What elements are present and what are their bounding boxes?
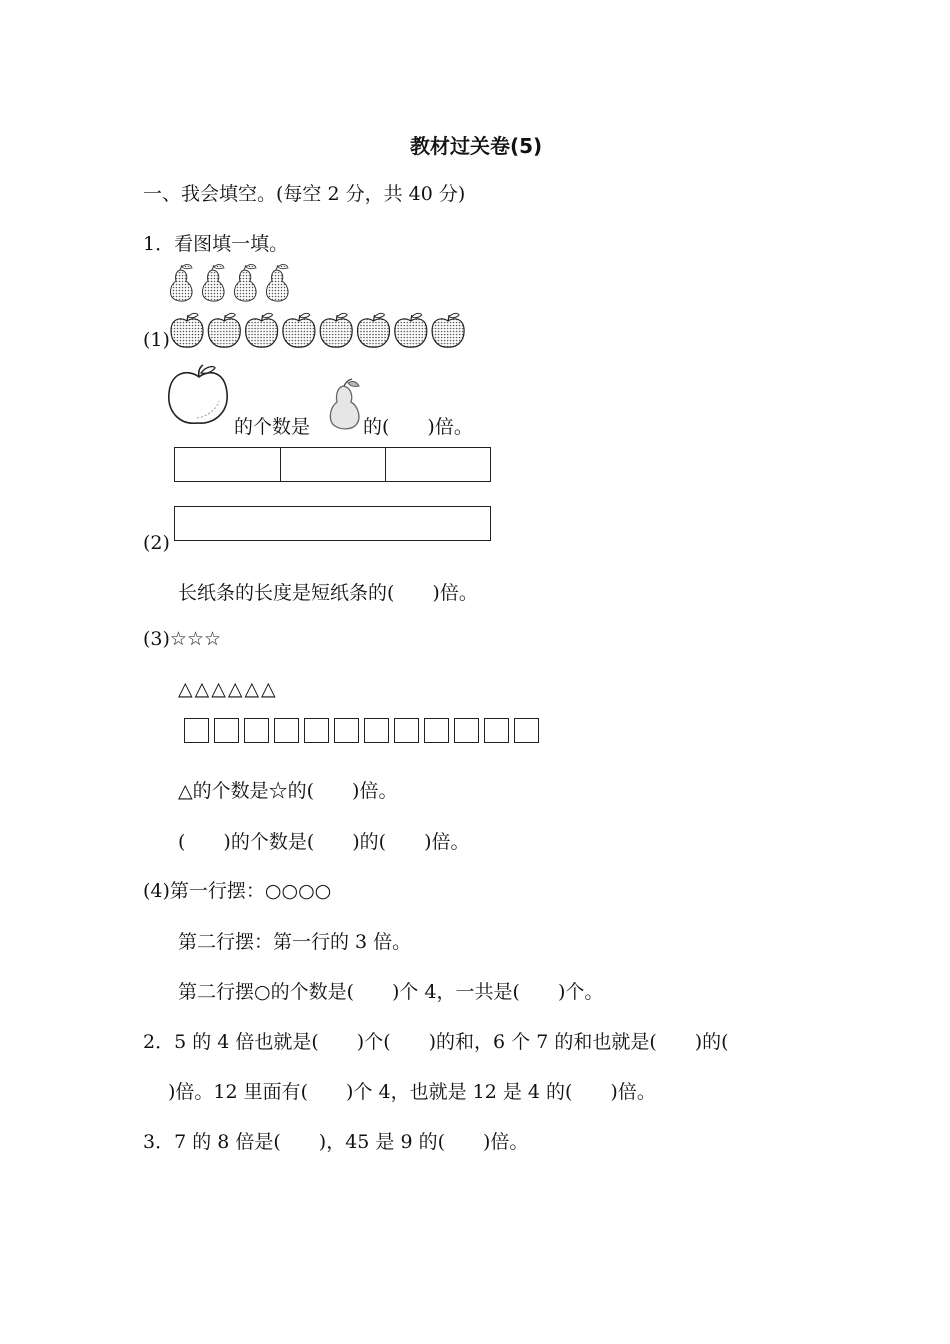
short-strips [174, 447, 491, 482]
square-shape [364, 718, 389, 743]
strip-question: 长纸条的长度是短纸条的( )倍。 [178, 582, 478, 604]
pear-icon [266, 264, 288, 301]
pear-icon [234, 264, 256, 301]
square-shape [244, 718, 269, 743]
row-two-question: 第二行摆○的个数是( )个 4，一共是( )个。 [178, 981, 604, 1003]
apple-icon [283, 313, 315, 347]
triangle-question: △的个数是☆的( )倍。 [178, 780, 398, 802]
apple-icon [246, 313, 278, 347]
ratio-text-a: 的个数是 [234, 416, 311, 438]
question-2-line-1: 2．5 的 4 倍也就是( )个( )的和，6 个 7 的和也就是( )的( [143, 1031, 729, 1053]
apple-icon [358, 313, 390, 347]
page-title: 教材过关卷(5) [410, 134, 543, 158]
apple-icon [395, 313, 427, 347]
apple-icon [171, 313, 203, 347]
square-shape [184, 718, 209, 743]
apple-icon [167, 363, 231, 429]
square-shape [424, 718, 449, 743]
section-heading: 一、我会填空。(每空 2 分，共 40 分) [143, 183, 466, 205]
pear-icon [202, 264, 224, 301]
square-shape [214, 718, 239, 743]
square-shape [454, 718, 479, 743]
question-3: 3．7 的 8 倍是( )，45 是 9 的( )倍。 [143, 1131, 529, 1153]
square-shape [274, 718, 299, 743]
row-one-text: (4)第一行摆：○○○○ [143, 880, 332, 902]
square-shape [514, 718, 539, 743]
pear-icon [170, 264, 192, 301]
open-question: ( )的个数是( )的( )倍。 [178, 831, 470, 853]
square-shape [394, 718, 419, 743]
triangles-row: △△△△△△ [178, 678, 278, 700]
strip-divider [280, 448, 281, 481]
part-2-label: (2) [143, 532, 170, 554]
square-shape [484, 718, 509, 743]
row-two-text: 第二行摆：第一行的 3 倍。 [178, 931, 412, 953]
ratio-text-b: 的( )倍。 [363, 416, 473, 438]
pear-icon [326, 378, 362, 430]
pear-row [166, 262, 296, 302]
apple-icon [432, 313, 464, 347]
long-strip [174, 506, 491, 541]
square-shape [304, 718, 329, 743]
apple-row [170, 312, 470, 352]
apple-icon [208, 313, 240, 347]
question-2-line-2: )倍。12 里面有( )个 4，也就是 12 是 4 的( )倍。 [168, 1081, 656, 1103]
squares-row [184, 718, 544, 743]
part-1-label: (1) [143, 329, 170, 351]
square-shape [334, 718, 359, 743]
question-1-stem: 1．看图填一填。 [143, 233, 289, 255]
apple-icon [320, 313, 352, 347]
strip-divider [385, 448, 386, 481]
stars-row: (3)☆☆☆ [143, 628, 222, 650]
